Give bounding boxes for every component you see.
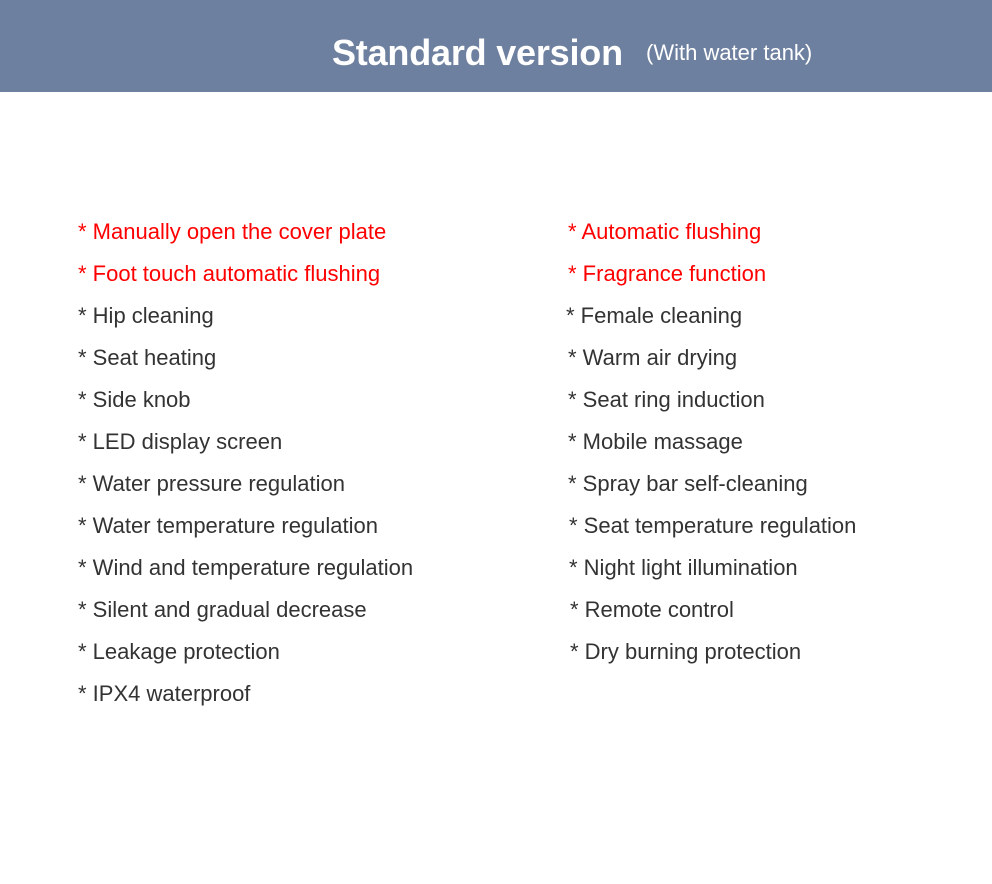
feature-item: * Spray bar self-cleaning	[568, 471, 808, 496]
feature-item: * Seat heating	[78, 345, 217, 370]
feature-item: * Night light illumination	[569, 555, 798, 580]
feature-item: * Seat temperature regulation	[569, 513, 857, 538]
feature-item: * LED display screen	[78, 429, 283, 454]
feature-item: * Water pressure regulation	[78, 471, 345, 496]
feature-list-left	[78, 215, 413, 719]
feature-item: * Female cleaning	[566, 303, 743, 328]
page-title: Standard version	[332, 32, 623, 73]
feature-item: * IPX4 waterproof	[78, 681, 251, 706]
feature-item: * Fragrance function	[568, 261, 767, 286]
feature-item: * Wind and temperature regulation	[78, 555, 414, 580]
feature-item: * Dry burning protection	[570, 639, 802, 664]
feature-item: * Side knob	[78, 387, 191, 412]
feature-item: * Remote control	[570, 597, 734, 622]
feature-item: * Silent and gradual decrease	[78, 597, 367, 622]
feature-item: * Automatic flushing	[568, 219, 762, 244]
feature-item: * Leakage protection	[78, 639, 280, 664]
feature-list-right	[566, 215, 856, 677]
feature-item: * Warm air drying	[568, 345, 738, 370]
header-banner	[0, 0, 992, 92]
feature-item: * Foot touch automatic flushing	[78, 261, 381, 286]
feature-item: * Manually open the cover plate	[78, 219, 387, 244]
feature-item: * Mobile massage	[568, 429, 743, 454]
feature-item: * Water temperature regulation	[78, 513, 378, 538]
feature-item: * Seat ring induction	[568, 387, 765, 412]
feature-item: * Hip cleaning	[78, 303, 214, 328]
page-subtitle: (With water tank)	[646, 40, 813, 65]
